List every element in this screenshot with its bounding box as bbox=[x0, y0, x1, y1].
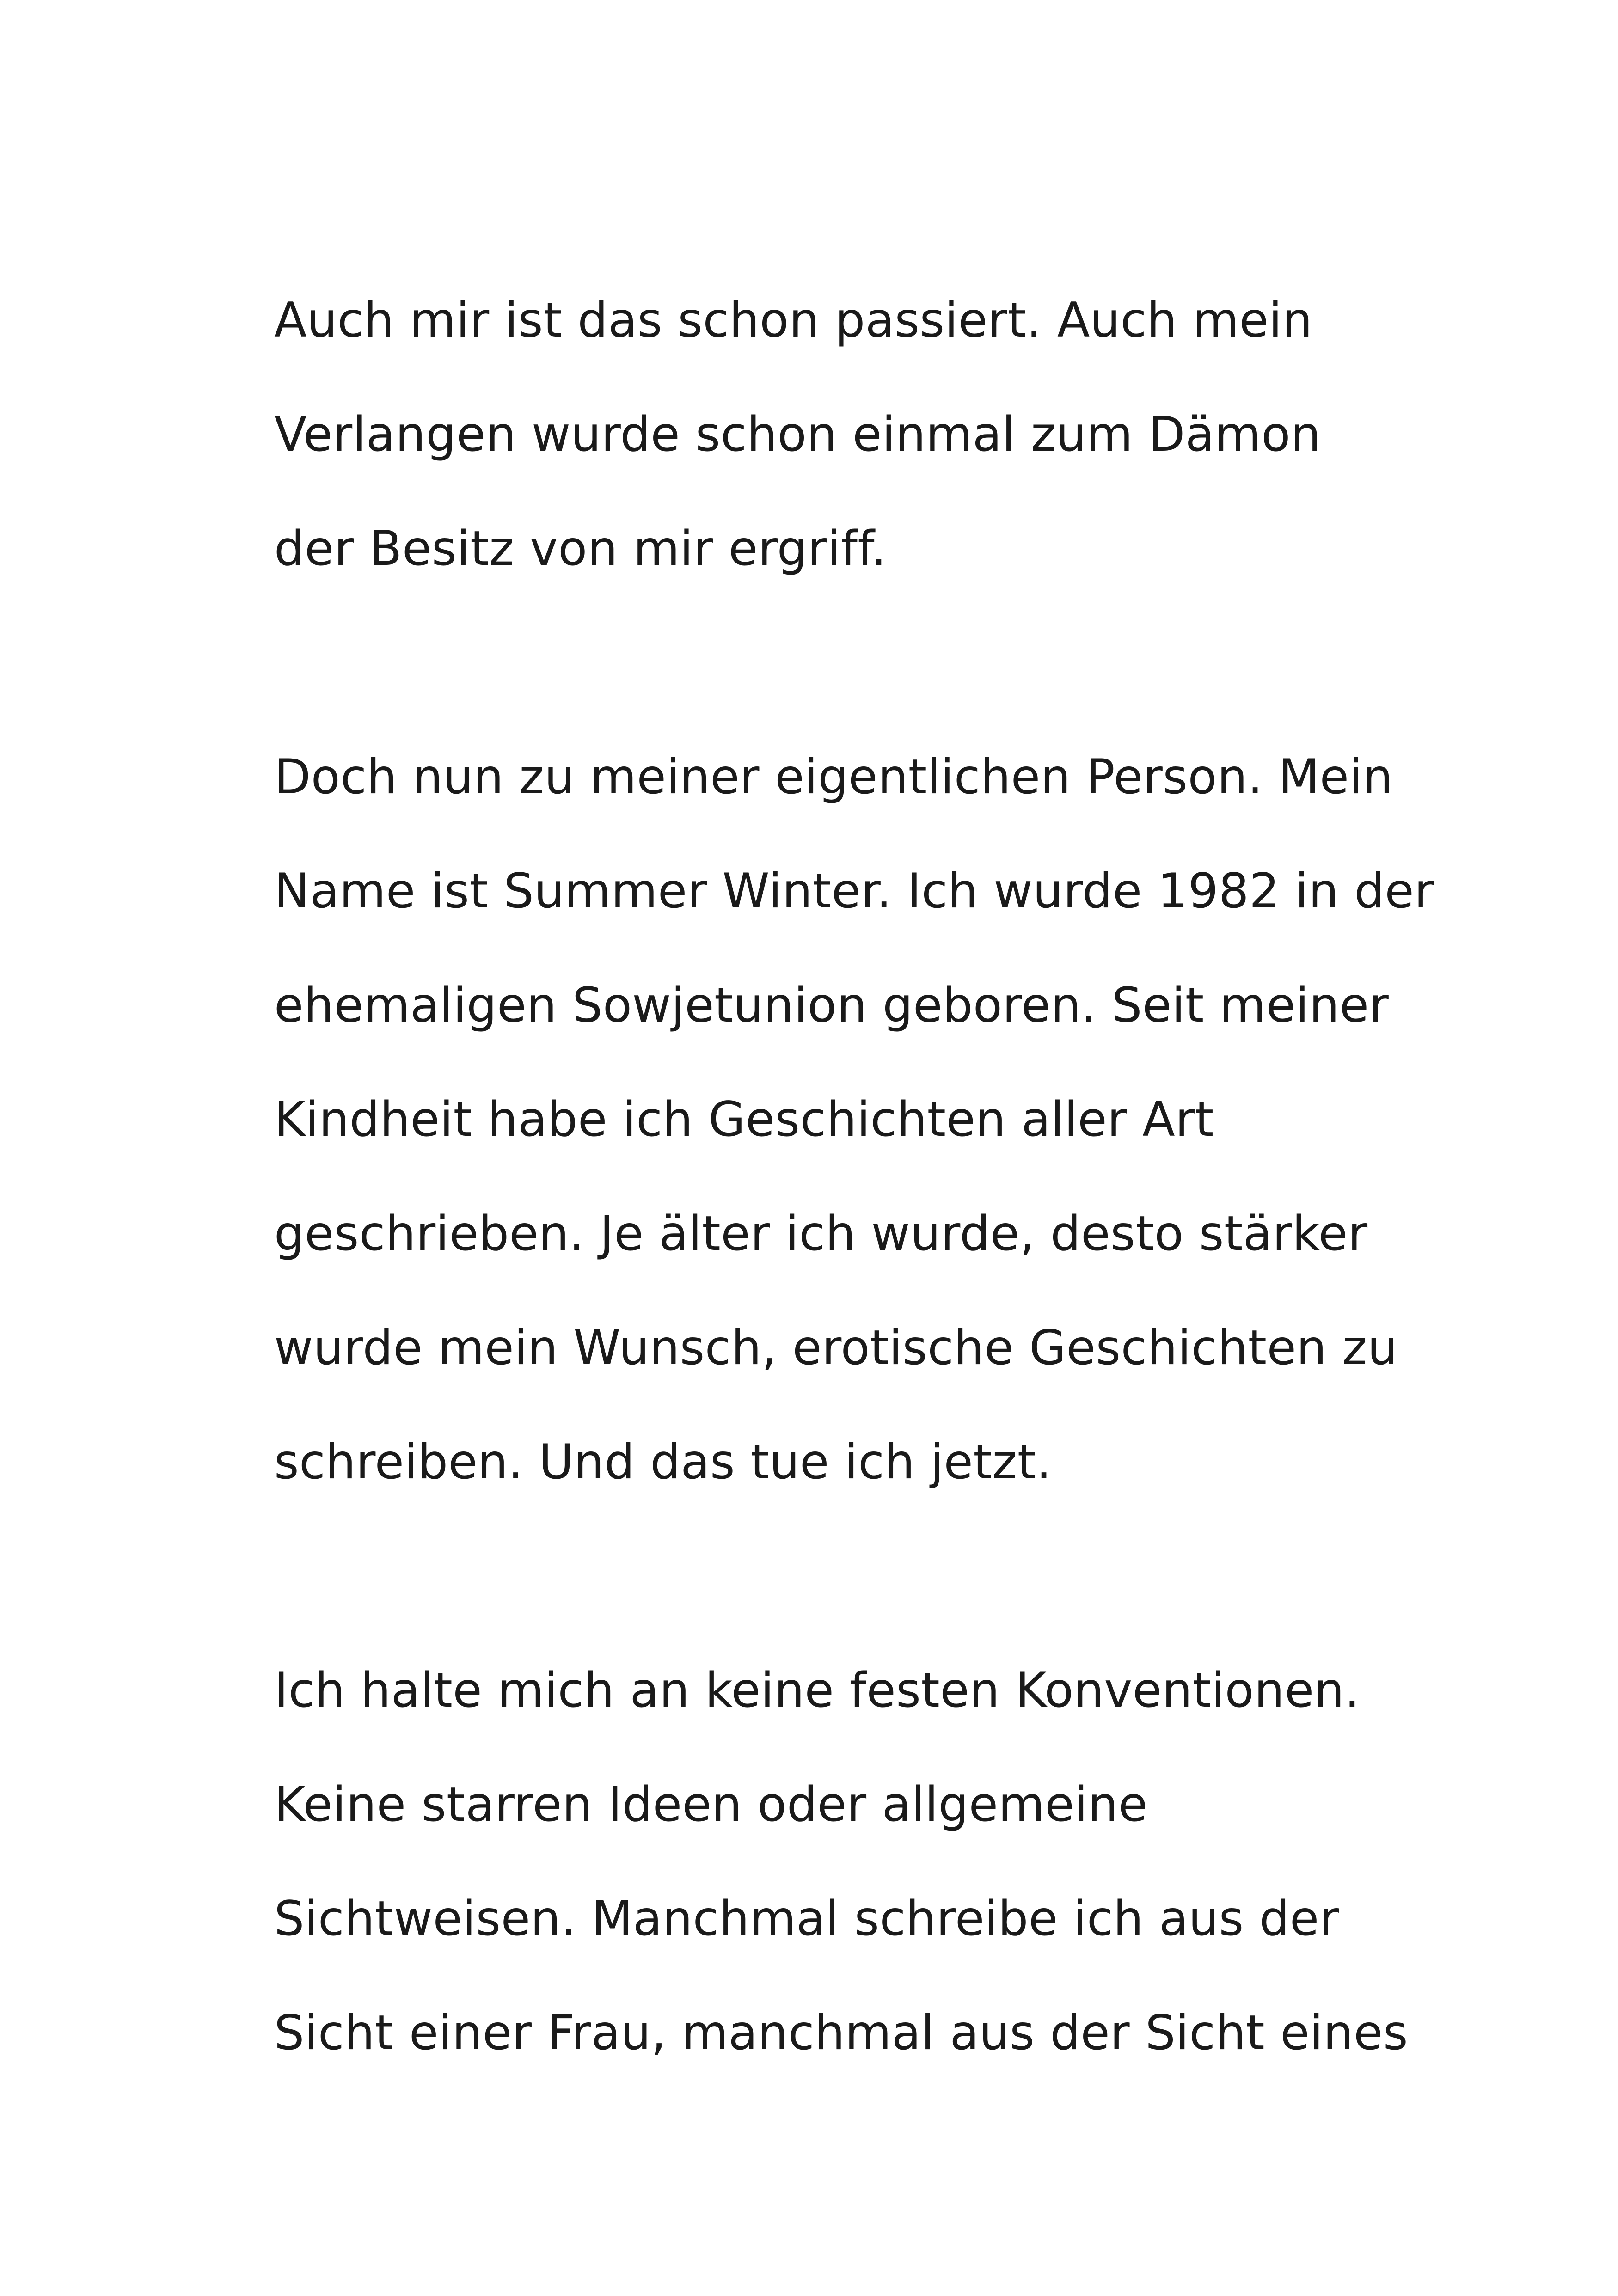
text-line: Sicht einer Frau, manchmal aus der Sicht eines bbox=[274, 2005, 1409, 2061]
text-line: ehemaligen Sowjetunion geboren. Seit meiner bbox=[274, 978, 1389, 1033]
text-line: Verlangen wurde schon einmal zum Dämon bbox=[274, 407, 1321, 462]
text-line: Name ist Summer Winter. Ich wurde 1982 in der bbox=[274, 863, 1434, 919]
body-text bbox=[274, 263, 1434, 2090]
text-line: schreiben. Und das tue ich jetzt. bbox=[274, 1434, 1052, 1490]
text-line: geschrieben. Je älter ich wurde, desto stärker bbox=[274, 1206, 1368, 1261]
text-line: Doch nun zu meiner eigentlichen Person. Mein bbox=[274, 749, 1393, 805]
text-line: Auch mir ist das schon passiert. Auch mein bbox=[274, 293, 1313, 348]
text-line: Ich halte mich an keine festen Konventionen. bbox=[274, 1663, 1360, 1718]
text-line: der Besitz von mir ergriff. bbox=[274, 521, 887, 576]
paragraph-2 bbox=[274, 720, 1434, 1519]
paragraph-1 bbox=[274, 263, 1393, 606]
text-line: Kindheit habe ich Geschichten aller Art bbox=[274, 1092, 1214, 1147]
text-line: wurde mein Wunsch, erotische Geschichten zu bbox=[274, 1320, 1398, 1376]
text-line: Sichtweisen. Manchmal schreibe ich aus der bbox=[274, 1891, 1339, 1947]
paragraph-3 bbox=[274, 1634, 1409, 2090]
text-line: Keine starren Ideen oder allgemeine bbox=[274, 1777, 1148, 1832]
